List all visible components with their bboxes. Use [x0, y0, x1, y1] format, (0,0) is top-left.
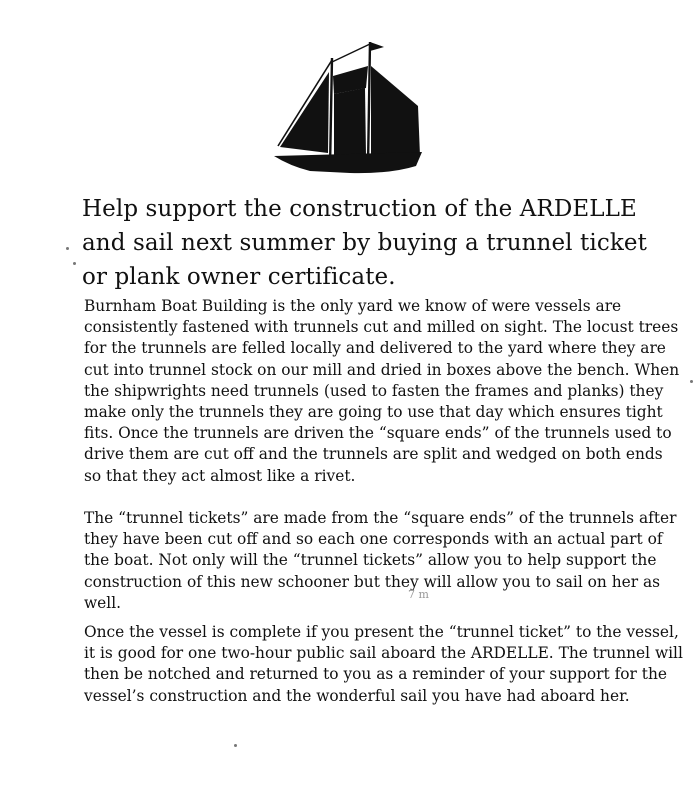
paragraph-trunnels: Burnham Boat Building is the only yard we know of were vessels are consistently fastened with trunnels cut and milled on sight. The locust trees for the trunnels are felled locally and delivered to the yard where they are cut into trunnel stock on our mill and dried in boxes above the bench. When the shipwrights need trunnels (used to fasten the frames and planks) they make only the trunnels they are going to use that day which ensures tight fits. Once the trunnels are driven the “square ends” of the trunnels used to drive them are cut off and the trunnels are split and wedged on both ends so that they act almost like a rivet. [84, 297, 680, 485]
scan-speck [690, 380, 693, 383]
schooner-ship-icon [270, 36, 430, 186]
scan-speck [73, 262, 76, 265]
paragraph-trunnel-tickets: The “trunnel tickets” are made from the “square ends” of the trunnels after they have been cut off and so each one corresponds with an actual part of the boat. Not only will the “trunnel tickets” allow you to help support the construction of this new schooner but they will allow you to sail on her as well. [84, 509, 677, 612]
stray-mark: 7 m [408, 588, 429, 601]
paragraph-sail-offer: Once the vessel is complete if you present the “trunnel ticket” to the vessel, it is good for one two-hour public sail aboard the ARDELLE. The trunnel will then be notched and returned to you as a reminder of your support for the vessel’s construction and the wonderful sail you have had aboard her. [84, 623, 683, 705]
scan-speck [66, 247, 69, 250]
scan-speck [234, 744, 237, 747]
headline: Help support the construction of the ARDELLE and sail next summer by buying a trunnel ticket or plank owner certificate. [82, 196, 647, 290]
